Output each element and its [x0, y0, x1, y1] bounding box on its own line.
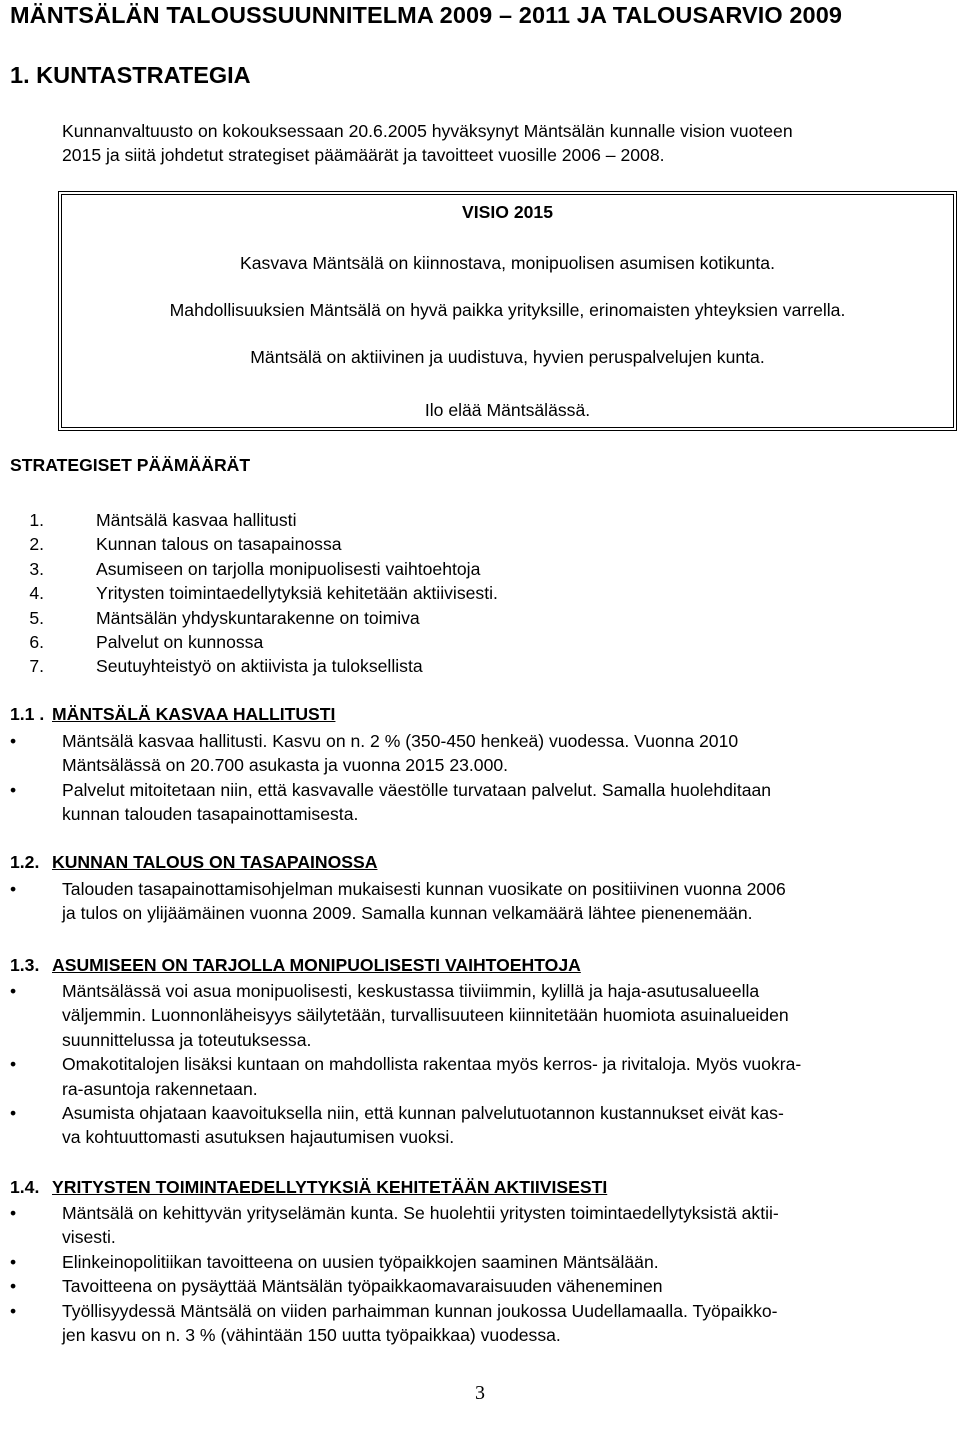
- section-1-1-bullets: [10, 729, 950, 827]
- bullet-item: [10, 1250, 950, 1274]
- section-1-2-heading: [10, 852, 377, 873]
- bullet-line: • Mäntsälä on kehittyvän yrityselämän kunta. Se huolehtii yritysten toimintaedellytyksistä aktii-: [62, 1203, 779, 1223]
- goal-number: 5.: [29, 607, 44, 628]
- goal-text: Kunnan talous on tasapainossa: [96, 534, 342, 555]
- bullet-line: visesti.: [62, 1227, 116, 1248]
- goal-text: Mäntsälän yhdyskuntarakenne on toimiva: [96, 607, 420, 628]
- bullet-item: [10, 1201, 950, 1250]
- goal-text: Yritysten toimintaedellytyksiä kehitetään aktiivisesti.: [96, 583, 498, 604]
- bullet-item: [10, 778, 950, 827]
- section-number: 1.1 .: [10, 704, 45, 724]
- goal-number: 1.: [29, 510, 44, 530]
- vision-line: Ilo elää Mäntsälässä.: [424, 400, 591, 420]
- document-title: MÄNTSÄLÄN TALOUSSUUNNITELMA 2009 – 2011 JA TALOUSARVIO 2009: [10, 2, 843, 28]
- bullet-line: väljemmin. Luonnonläheisyys säilytetään, turvallisuuteen kiinnitetään huomiota asuinalueiden: [62, 1005, 789, 1026]
- goal-item: [10, 532, 910, 556]
- goal-number: 3.: [29, 558, 44, 579]
- section-1-2-bullets: [10, 877, 950, 926]
- vision-line: Kasvava Mäntsälä on kiinnostava, monipuolisen asumisen kotikunta.: [240, 253, 775, 273]
- bullet-line: • Omakotitalojen lisäksi kuntaan on mahdollista rakentaa myös kerros- ja rivitaloja. Myös vuokra-: [62, 1054, 802, 1075]
- goal-number: 7.: [29, 656, 44, 677]
- section-1-4-heading: [10, 1177, 607, 1198]
- section-1-1-heading: [10, 704, 335, 725]
- bullet-line: • Elinkeinopolitiikan tavoitteena on uusien työpaikkojen saaminen Mäntsälään.: [62, 1251, 659, 1272]
- section-number: 1.4.: [10, 1177, 40, 1197]
- strategic-goals-heading: STRATEGISET PÄÄMÄÄRÄT: [10, 455, 251, 475]
- section-number: 1.2.: [10, 852, 40, 872]
- intro-line: Kunnanvaltuusto on kokouksessaan 20.6.2005 hyväksynyt Mäntsälän kunnalle vision vuoteen: [62, 121, 793, 141]
- section-1-3-heading: [10, 955, 581, 976]
- goal-item: [10, 630, 910, 654]
- bullet-line: va kohtuuttomasti asutuksen hajautumisen vuoksi.: [62, 1127, 455, 1148]
- goal-text: Palvelut on kunnossa: [96, 632, 264, 653]
- goal-item: [10, 654, 910, 678]
- bullet-item: [10, 1299, 950, 1348]
- bullet-line: Mäntsälässä on 20.700 asukasta ja vuonna 2015 23.000.: [62, 755, 509, 776]
- section-title: ASUMISEEN ON TARJOLLA MONIPUOLISESTI VAIHTOEHTOJA: [52, 955, 581, 975]
- bullet-item: [10, 1052, 950, 1101]
- bullet-item: [10, 729, 950, 778]
- section-heading: 1. KUNTASTRATEGIA: [10, 62, 251, 88]
- vision-line: Mahdollisuuksien Mäntsälä on hyvä paikka yrityksille, erinomaisten yhteyksien varrella.: [169, 300, 846, 320]
- bullet-line: ra-asuntoja rakennetaan.: [62, 1078, 258, 1099]
- goal-text: Mäntsälä kasvaa hallitusti: [96, 510, 297, 530]
- goal-item: [10, 508, 910, 532]
- goal-item: [10, 557, 910, 581]
- bullet-line: • Mäntsälässä voi asua monipuolisesti, keskustassa tiiviimmin, kylillä ja haja-asutusalueella: [62, 981, 760, 1001]
- bullet-item: [10, 1101, 950, 1150]
- goal-text: Seutuyhteistyö on aktiivista ja tuloksellista: [96, 656, 423, 677]
- bullet-line: • Palvelut mitoitetaan niin, että kasvavalle väestölle turvataan palvelut. Samalla huolehditaan: [62, 779, 772, 800]
- intro-paragraph: [62, 119, 952, 167]
- bullet-line: • Tavoitteena on pysäyttää Mäntsälän työpaikkaomavaraisuuden väheneminen: [62, 1276, 663, 1297]
- goal-text: Asumiseen on tarjolla monipuolisesti vaihtoehtoja: [96, 558, 481, 579]
- strategic-goals-list: [10, 508, 910, 679]
- section-1-3-bullets: [10, 979, 950, 1150]
- goal-item: [10, 581, 910, 605]
- section-title: MÄNTSÄLÄ KASVAA HALLITUSTI: [52, 704, 336, 724]
- bullet-line: ja tulos on ylijäämäinen vuonna 2009. Samalla kunnan velkamäärä lähtee pienenemään.: [62, 903, 753, 924]
- bullet-item: [10, 877, 950, 926]
- bullet-line: • Asumista ohjataan kaavoituksella niin, että kunnan palvelutuotannon kustannukset eivät kas-: [62, 1103, 784, 1124]
- bullet-line: suunnittelussa ja toteutuksessa.: [62, 1029, 312, 1050]
- bullet-line: • Talouden tasapainottamisohjelman mukaisesti kunnan vuosikate on positiivinen vuonna 2006: [62, 879, 786, 899]
- goal-number: 2.: [29, 534, 44, 555]
- goal-item: [10, 606, 910, 630]
- vision-box: [61, 194, 954, 428]
- bullet-item: [10, 1274, 950, 1298]
- bullet-line: • Työllisyydessä Mäntsälä on viiden parhaimman kunnan joukossa Uudellamaalla. Työpaikko-: [62, 1300, 778, 1321]
- goal-number: 4.: [29, 583, 44, 604]
- page-number: 3: [475, 1382, 485, 1404]
- section-title: YRITYSTEN TOIMINTAEDELLYTYKSIÄ KEHITETÄÄN AKTIIVISESTI: [52, 1177, 608, 1197]
- section-number: 1.3.: [10, 955, 40, 975]
- bullet-line: jen kasvu on n. 3 % (vähintään 150 uutta työpaikkaa) vuodessa.: [62, 1325, 561, 1346]
- section-title: KUNNAN TALOUS ON TASAPAINOSSA: [52, 852, 378, 872]
- vision-line: Mäntsälä on aktiivinen ja uudistuva, hyvien peruspalvelujen kunta.: [250, 347, 765, 367]
- goal-number: 6.: [29, 632, 44, 653]
- bullet-line: kunnan talouden tasapainottamisesta.: [62, 804, 359, 825]
- vision-title: VISIO 2015: [462, 202, 553, 222]
- intro-line: 2015 ja siitä johdetut strategiset päämäärät ja tavoitteet vuosille 2006 – 2008.: [62, 145, 665, 165]
- bullet-line: • Mäntsälä kasvaa hallitusti. Kasvu on n. 2 % (350-450 henkeä) vuodessa. Vuonna 2010: [62, 731, 739, 751]
- section-1-4-bullets: [10, 1201, 950, 1347]
- bullet-item: [10, 979, 950, 1052]
